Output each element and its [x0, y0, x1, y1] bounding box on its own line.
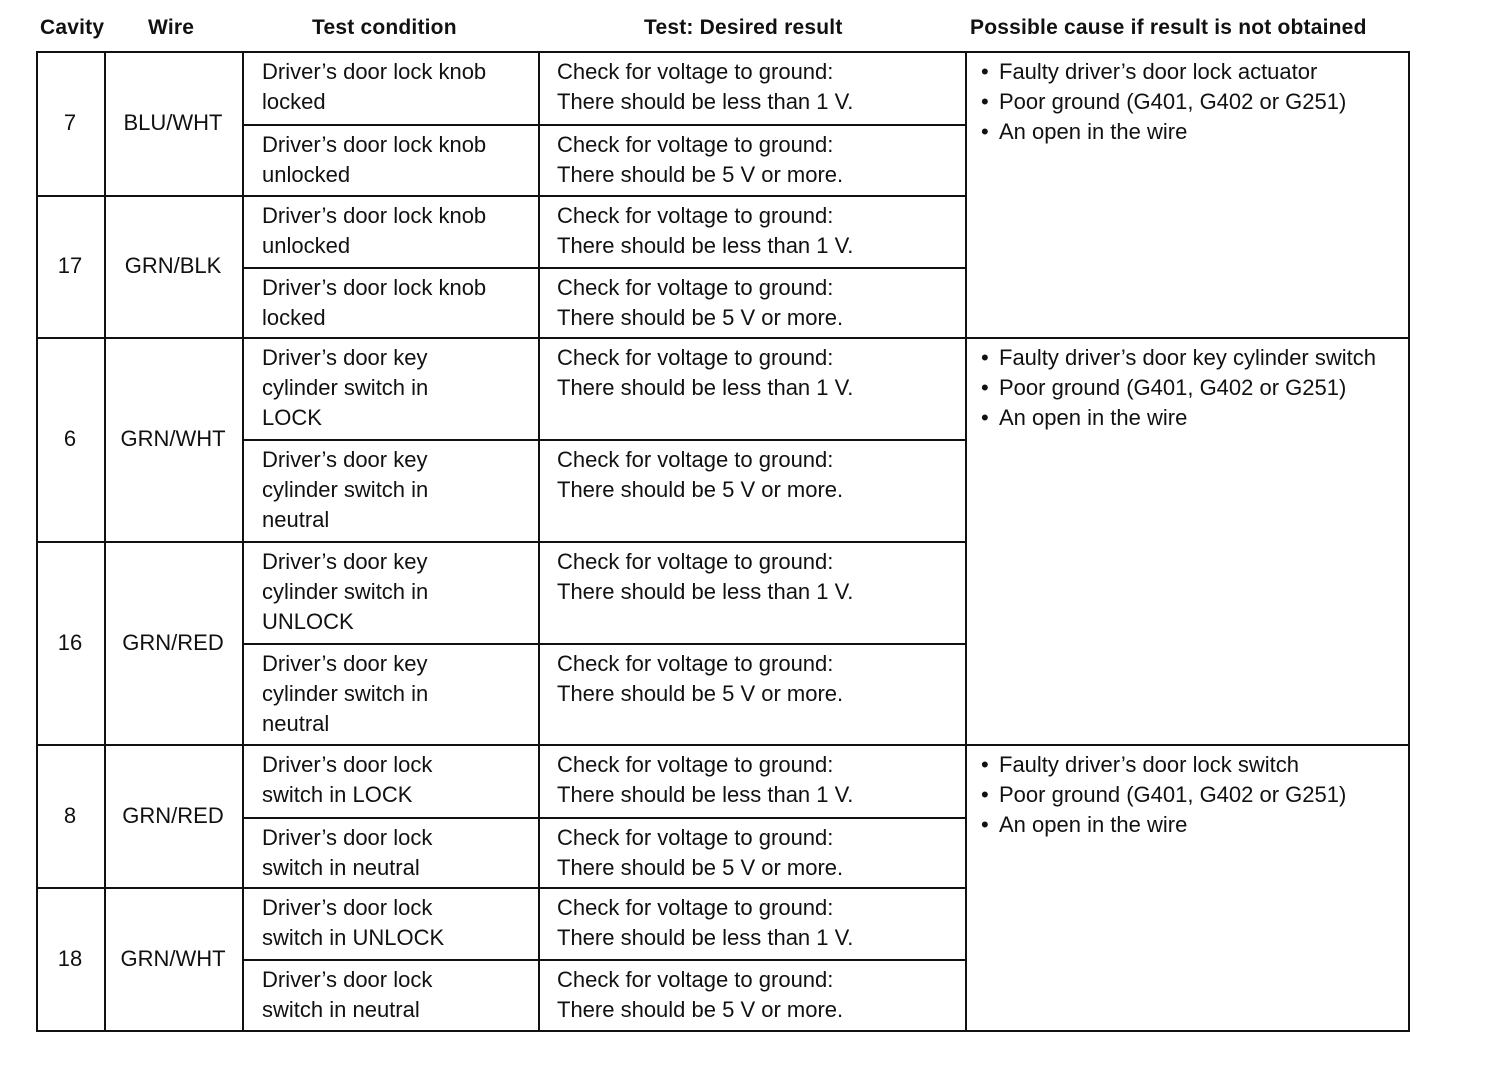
possible-cause-item: [967, 87, 1390, 117]
bullet-icon: •: [981, 405, 989, 430]
cause-text: An open in the wire: [999, 405, 1188, 430]
desired-result: Check for voltage to ground: There should be 5 V or more.: [557, 275, 844, 330]
possible-cause-list: [967, 343, 1390, 433]
test-condition: Driver’s door lock switch in neutral: [262, 825, 433, 880]
cavity-number: 17: [57, 253, 83, 278]
bullet-icon: •: [981, 89, 989, 114]
desired-result: Check for voltage to ground: There should be 5 V or more.: [557, 651, 844, 706]
test-condition: Driver’s door key cylinder switch in neutral: [262, 651, 429, 736]
cause-text: An open in the wire: [999, 812, 1188, 837]
cause-text: Faulty driver’s door lock switch: [999, 752, 1299, 777]
wire-color: GRN/BLK: [124, 253, 222, 278]
possible-cause-item: [967, 117, 1390, 147]
header-possible-cause: Possible cause if result is not obtained: [970, 16, 1367, 39]
wire-color: GRN/RED: [122, 802, 224, 828]
wire-color: GRN/WHT: [120, 426, 226, 451]
bullet-icon: •: [981, 59, 989, 84]
cause-text: An open in the wire: [999, 119, 1188, 144]
desired-result: Check for voltage to ground: There should be 5 V or more.: [557, 967, 844, 1022]
test-condition: Driver’s door lock knob locked: [262, 275, 487, 330]
bullet-icon: •: [981, 782, 989, 807]
test-condition: Driver’s door lock switch in UNLOCK: [262, 895, 445, 950]
desired-result: Check for voltage to ground: There should be 5 V or more.: [557, 132, 844, 187]
table-border-bottom: [36, 1030, 1410, 1032]
table-border-top: [36, 51, 1410, 53]
test-condition: Driver’s door lock switch in neutral: [262, 967, 433, 1022]
row-divider: [242, 643, 967, 645]
header-cavity: Cavity: [40, 16, 105, 39]
cavity-number: 8: [63, 802, 77, 828]
desired-result: Check for voltage to ground: There should be less than 1 V.: [557, 752, 854, 807]
desired-result: Check for voltage to ground: There should be less than 1 V.: [557, 895, 854, 950]
bullet-icon: •: [981, 119, 989, 144]
row-divider: [242, 267, 967, 269]
test-condition: Driver’s door key cylinder switch in neutral: [262, 447, 429, 532]
wire-color: GRN/WHT: [120, 945, 226, 971]
cause-divider: [965, 744, 1410, 746]
possible-cause-list: [967, 57, 1390, 147]
test-condition: Driver’s door key cylinder switch in UNLOCK: [262, 549, 429, 634]
cavity-number: 7: [63, 110, 77, 135]
possible-cause-item: [967, 57, 1390, 87]
possible-cause-item: [967, 780, 1390, 810]
row-divider: [242, 124, 967, 126]
row-divider: [242, 959, 967, 961]
cause-text: Faulty driver’s door key cylinder switch: [999, 345, 1376, 370]
desired-result: Check for voltage to ground: There should be 5 V or more.: [557, 447, 844, 502]
bullet-icon: •: [981, 812, 989, 837]
possible-cause-list: [967, 750, 1390, 840]
cause-divider: [965, 337, 1410, 339]
desired-result: Check for voltage to ground: There should be 5 V or more.: [557, 825, 844, 880]
cavity-number: 16: [57, 629, 83, 655]
header-test-condition: Test condition: [312, 16, 457, 39]
header-desired-result: Test: Desired result: [644, 16, 843, 39]
wire-color: GRN/RED: [122, 629, 224, 655]
cause-text: Poor ground (G401, G402 or G251): [999, 782, 1347, 807]
test-condition: Driver’s door key cylinder switch in LOCK: [262, 345, 429, 430]
wire-color: BLU/WHT: [123, 110, 223, 135]
cause-text: Poor ground (G401, G402 or G251): [999, 89, 1347, 114]
possible-cause-item: [967, 810, 1390, 840]
desired-result: Check for voltage to ground: There should be less than 1 V.: [557, 549, 854, 604]
test-condition: Driver’s door lock switch in LOCK: [262, 752, 433, 807]
bullet-icon: •: [981, 345, 989, 370]
header-wire: Wire: [148, 16, 195, 39]
row-divider: [242, 439, 967, 441]
possible-cause-item: [967, 750, 1390, 780]
bullet-icon: •: [981, 375, 989, 400]
test-condition: Driver’s door lock knob unlocked: [262, 132, 487, 187]
possible-cause-item: [967, 403, 1390, 433]
test-condition: Driver’s door lock knob unlocked: [262, 203, 487, 258]
bullet-icon: •: [981, 752, 989, 777]
cavity-number: 18: [57, 945, 83, 971]
row-divider: [242, 817, 967, 819]
table-border-right: [1408, 51, 1410, 1032]
test-condition: Driver’s door lock knob locked: [262, 59, 487, 114]
cavity-number: 6: [63, 426, 77, 451]
desired-result: Check for voltage to ground: There should be less than 1 V.: [557, 59, 854, 114]
cause-text: Poor ground (G401, G402 or G251): [999, 375, 1347, 400]
desired-result: Check for voltage to ground: There should be less than 1 V.: [557, 345, 854, 400]
possible-cause-item: [967, 343, 1390, 373]
possible-cause-item: [967, 373, 1390, 403]
desired-result: Check for voltage to ground: There should be less than 1 V.: [557, 203, 854, 258]
cause-text: Faulty driver’s door lock actuator: [999, 59, 1318, 84]
